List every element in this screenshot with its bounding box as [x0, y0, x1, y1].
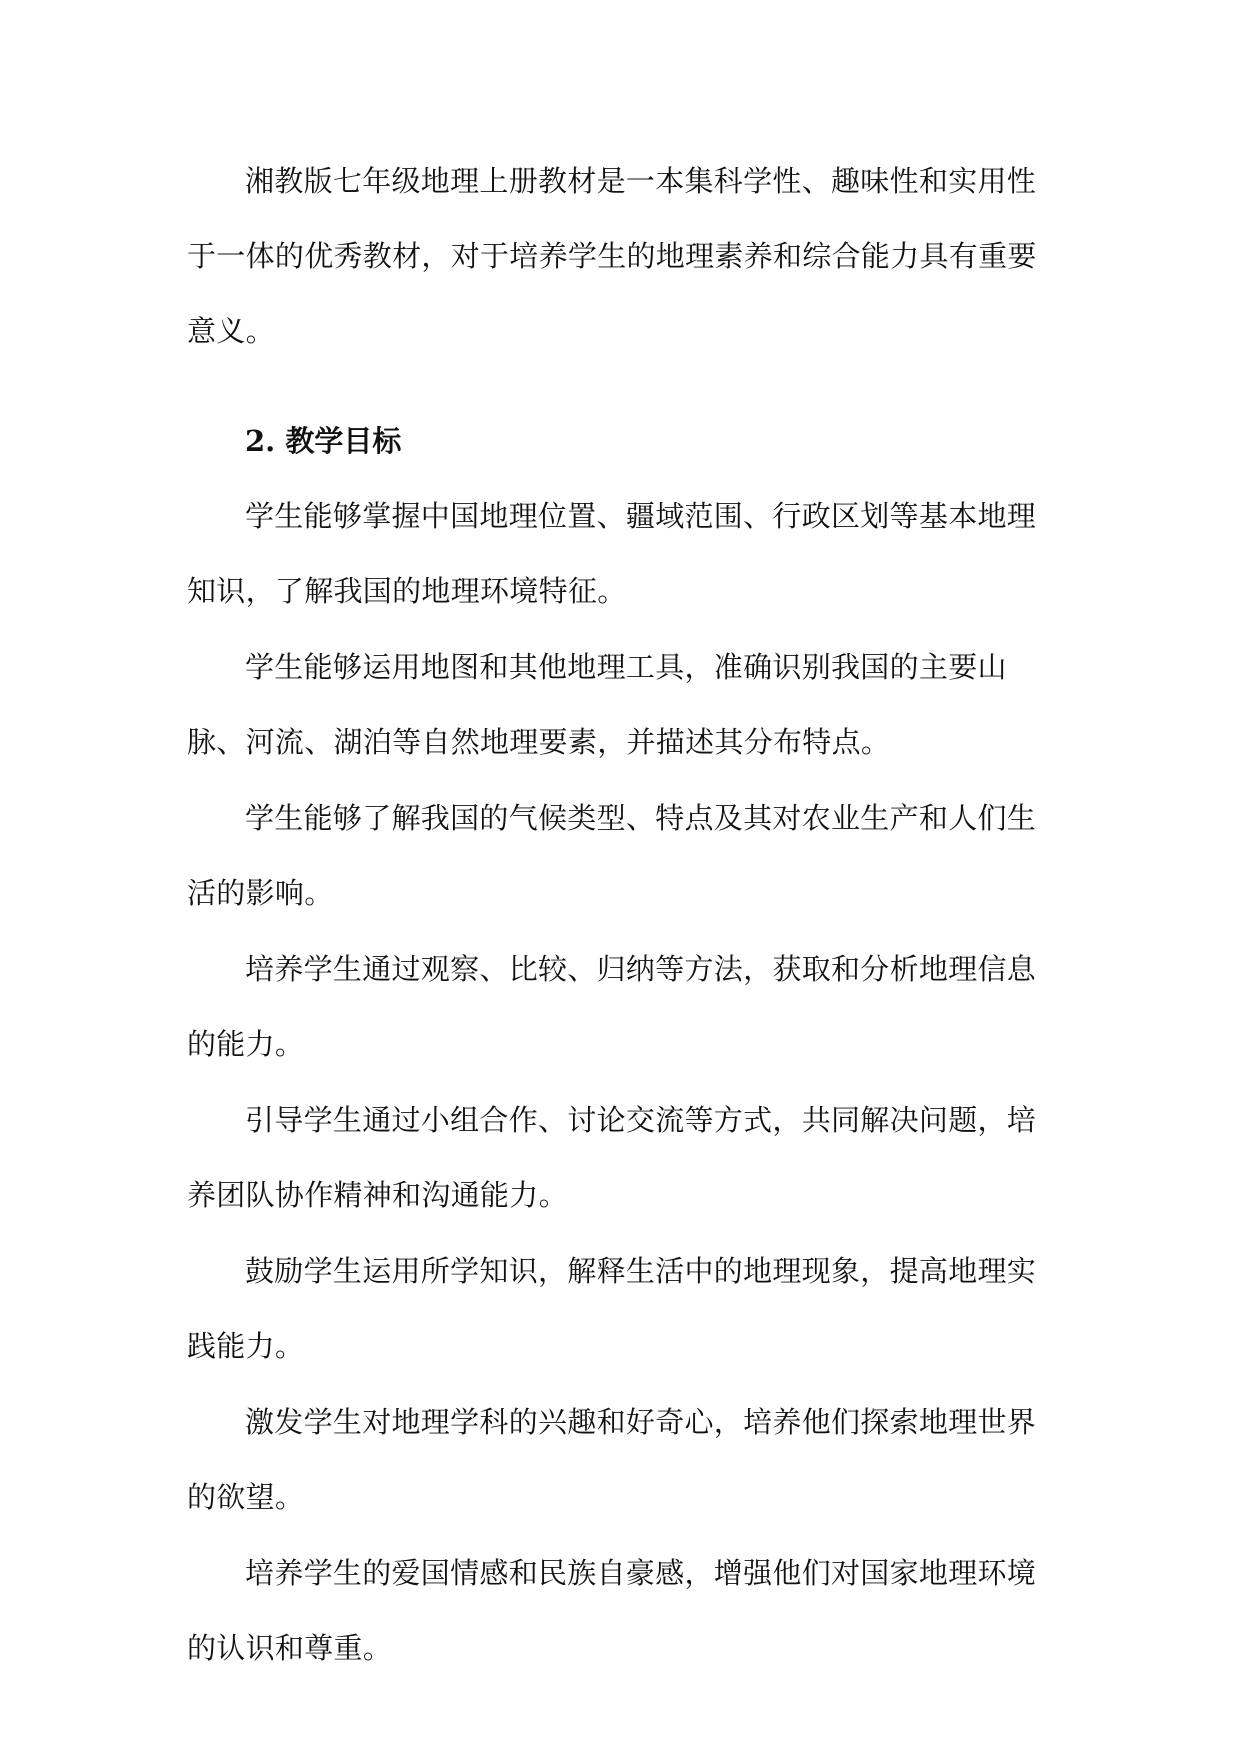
objective-paragraph: 激发学生对地理学科的兴趣和好奇心，培养他们探索地理世界的欲望。 [187, 1405, 1037, 1514]
objective-paragraph: 学生能够运用地图和其他地理工具，准确识别我国的主要山脉、河流、湖泊等自然地理要素，并描述其分布特点。 [187, 650, 1007, 759]
objective-paragraph: 学生能够了解我国的气候类型、特点及其对农业生产和人们生活的影响。 [187, 801, 1037, 910]
objective-paragraph: 鼓励学生运用所学知识，解释生活中的地理现象，提高地理实践能力。 [187, 1254, 1037, 1363]
objective-paragraph: 培养学生的爱国情感和民族自豪感，增强他们对国家地理环境的认识和尊重。 [187, 1556, 1037, 1665]
objective-paragraph: 引导学生通过小组合作、讨论交流等方式，共同解决问题，培养团队协作精神和沟通能力。 [187, 1103, 1037, 1212]
section-gap [187, 370, 1057, 404]
section-heading: 2. 教学目标 [245, 424, 402, 458]
document-body [187, 144, 1057, 1687]
objective-paragraph: 培养学生通过观察、比较、归纳等方法，获取和分析地理信息的能力。 [187, 952, 1037, 1061]
objective-paragraph: 学生能够掌握中国地理位置、疆域范围、行政区划等基本地理知识，了解我国的地理环境特征。 [187, 499, 1037, 608]
intro-paragraph: 湘教版七年级地理上册教材是一本集科学性、趣味性和实用性于一体的优秀教材，对于培养学生的地理素养和综合能力具有重要意义。 [187, 164, 1037, 348]
